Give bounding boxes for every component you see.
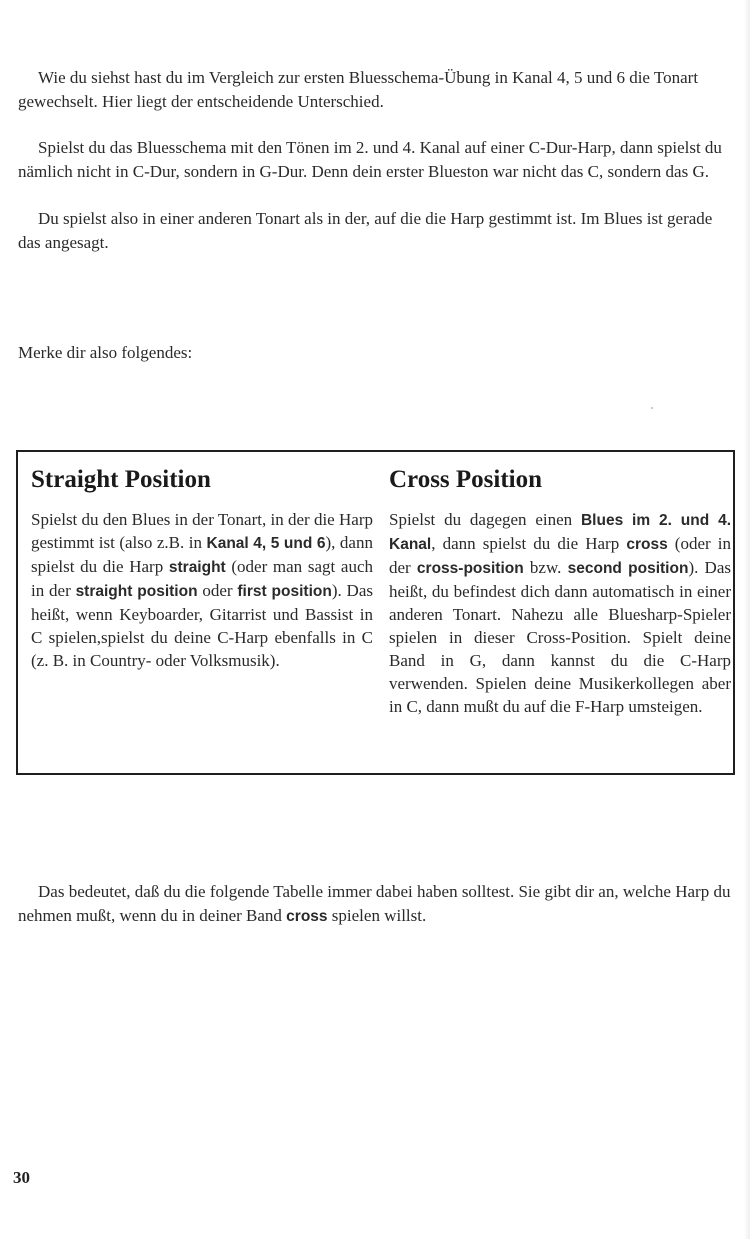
- cross-position-column: [389, 466, 731, 718]
- cross-position-title: Cross Position: [389, 466, 543, 493]
- page-number: 30: [13, 1168, 30, 1187]
- paragraph-key-change: Wie du siehst hast du im Vergleich zur ersten Bluesschema-Übung in Kanal 4, 5 und 6 die Tonart gewechselt. Hier liegt der entscheidende Unterschied.: [18, 68, 699, 111]
- positions-box: [16, 450, 735, 775]
- paragraph-table-intro: Das bedeutet, daß du die folgende Tabelle immer dabei haben solltest. Sie gibt dir an, welche Harp du nehmen mußt, wenn du in deiner Band cross spielen willst.: [18, 882, 731, 925]
- speck-mark: [651, 407, 653, 409]
- paragraph-remember: Merke dir also folgendes:: [18, 343, 193, 362]
- page-edge-shadow: [744, 0, 750, 1239]
- paragraph-other-key: Du spielst also in einer anderen Tonart als in der, auf die die Harp gestimmt ist. Im Blues ist gerade das angesagt.: [18, 209, 713, 252]
- cross-position-text: Spielst du dagegen einen Blues im 2. und 4. Kanal, dann spielst du die Harp cross (oder in der cross-position bzw. second position). Das heißt, du befindest dich dann automatisch in einer anderen Tonart. Nahezu alle Bluesharp-Spieler spielen in dieser Cross-Position. Spielt deine Band in G, dann kannst du die C-Harp verwenden. Spielen deine Musikerkollegen aber in C, dann mußt du auf die F-Harp umsteigen.: [389, 510, 731, 716]
- straight-position-column: [31, 466, 373, 672]
- straight-position-title: Straight Position: [31, 466, 211, 493]
- paragraph-c-harp-g-major: Spielst du das Bluesschema mit den Tönen im 2. und 4. Kanal auf einer C-Dur-Harp, dann spielst du nämlich nicht in C-Dur, sondern in G-Dur. Denn dein erster Blueston war nicht das C, sondern das G.: [18, 138, 722, 181]
- straight-position-text: Spielst du den Blues in der Tonart, in der die Harp gestimmt ist (also z.B. in Kanal 4, 5 und 6), dann spielst du die Harp straight (oder man sagt auch in der straight position oder first position). Das heißt, wenn Keyboarder, Gitarrist und Bassist in C spielen,spielst du deine C-Harp ebenfalls in C (z. B. in Country- oder Volksmusik).: [31, 510, 373, 670]
